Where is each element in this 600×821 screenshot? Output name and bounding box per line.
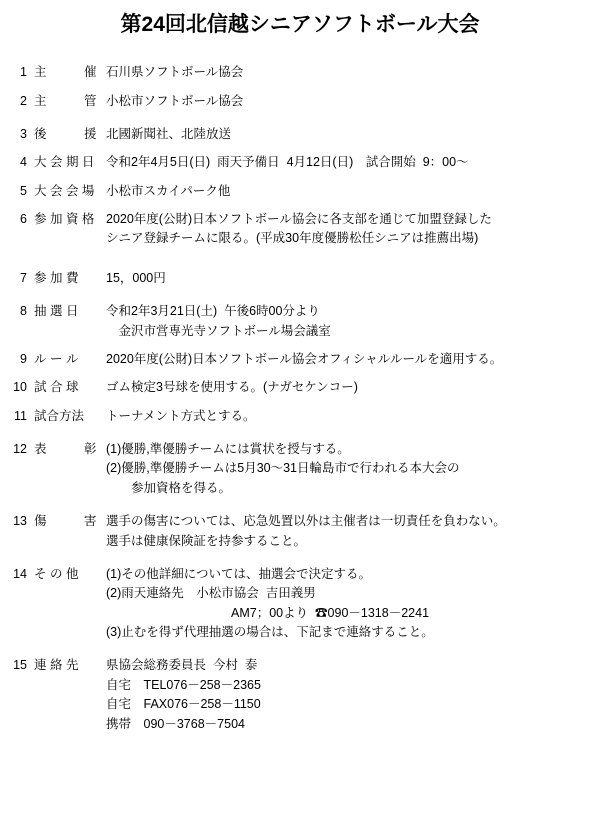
item-number: 9 <box>20 351 27 366</box>
item-line: (1)優勝,準優勝チームには賞状を授与する。 <box>106 442 350 457</box>
item-label: 傷 害 <box>34 514 97 529</box>
item-line: 小松市ソフトボール協会 <box>106 93 244 108</box>
item-body <box>106 182 590 201</box>
item-line: ゴム検定3号球を使用する。(ナガセケンコー) <box>106 380 358 395</box>
item-label: 後 援 <box>34 126 97 141</box>
item-line: 石川県ソフトボール協会 <box>106 65 244 80</box>
item-line: 小松市スカイパーク他 <box>106 183 231 198</box>
item-label: 連 絡 先 <box>34 658 79 673</box>
list-item <box>12 440 590 498</box>
page-title: 第24回北信越シニアソフトボール大会 <box>120 13 480 36</box>
item-label: 試合方法 <box>34 408 85 423</box>
item-label: 試 合 球 <box>34 380 79 395</box>
item-line: 2020年度(公財)日本ソフトボール協会オフィシャルルールを適用する。 <box>106 351 503 366</box>
item-line: (1)その他詳細については、抽選会で決定する。 <box>106 566 372 581</box>
item-line: 自宅 FAX076－258－1150 <box>106 697 261 712</box>
list-item <box>12 407 590 426</box>
item-number: 6 <box>20 212 27 227</box>
item-label: 表 彰 <box>34 442 97 457</box>
item-number: 7 <box>20 270 27 285</box>
list-item <box>12 182 590 201</box>
item-body <box>106 63 590 82</box>
item-number: 8 <box>20 304 27 319</box>
item-line: 参加資格を得る。 <box>106 480 232 495</box>
item-body <box>106 210 590 249</box>
item-body <box>106 92 590 111</box>
item-line: (2)優勝,準優勝チームは5月30〜31日輪島市で行われる本大会の <box>106 461 460 476</box>
item-line: 北國新聞社、北陸放送 <box>106 126 232 141</box>
item-label: 大 会 会 場 <box>34 183 95 198</box>
list-item <box>12 153 590 172</box>
list-item <box>12 656 590 734</box>
item-label: 抽 選 日 <box>34 304 79 319</box>
item-number: 15 <box>13 658 27 673</box>
item-label: 主 催 <box>34 65 97 80</box>
item-label: 参 加 費 <box>34 270 79 285</box>
item-body <box>106 302 590 341</box>
item-body <box>106 269 590 288</box>
item-body <box>106 407 590 426</box>
list-item <box>12 378 590 397</box>
item-line: 令和2年4月5日(日) 雨天予備日 4月12日(日) 試合開始 9：00〜 <box>106 155 469 170</box>
item-line: 15，000円 <box>106 270 166 285</box>
item-body <box>106 656 590 734</box>
item-number: 4 <box>20 155 27 170</box>
item-line: 金沢市営専光寺ソフトボール場会議室 <box>106 323 331 338</box>
item-number: 14 <box>13 566 27 581</box>
item-line: 県協会総務委員長 今村 泰 <box>106 658 258 673</box>
item-body <box>106 512 590 551</box>
item-label: 参 加 資 格 <box>34 212 95 227</box>
list-item <box>12 92 590 111</box>
item-body <box>106 565 590 643</box>
item-body <box>106 125 590 144</box>
item-body <box>106 378 590 397</box>
list-item <box>12 350 590 369</box>
item-number: 10 <box>13 380 27 395</box>
item-line: AM7；00より ☎090－1318－2241 <box>106 605 430 620</box>
item-label: ル ー ル <box>34 351 79 366</box>
list-item <box>12 512 590 551</box>
item-number: 12 <box>13 442 27 457</box>
item-number: 5 <box>20 183 27 198</box>
item-number: 2 <box>20 93 27 108</box>
item-line: 選手は健康保険証を持参すること。 <box>106 533 307 548</box>
item-number: 1 <box>20 65 27 80</box>
items-list <box>0 63 600 734</box>
list-item <box>12 63 590 82</box>
item-line: トーナメント方式とする。 <box>106 408 256 423</box>
document-page <box>0 12 600 821</box>
item-line: 選手の傷害については、応急処置以外は主催者は一切責任を負わない。 <box>106 514 506 529</box>
item-line: 令和2年3月21日(土) 午後6時00分より <box>106 304 320 319</box>
list-item <box>12 269 590 288</box>
item-body <box>106 153 590 172</box>
item-body <box>106 350 590 369</box>
item-line: シニア登録チームに限る。(平成30年度優勝松任シニアは推薦出場) <box>106 231 479 246</box>
item-line: (2)雨天連絡先 小松市協会 吉田義男 <box>106 586 316 601</box>
item-number: 13 <box>13 514 27 529</box>
list-item <box>12 302 590 341</box>
item-label: 大 会 期 日 <box>34 155 95 170</box>
item-number: 3 <box>20 126 27 141</box>
item-line: 自宅 TEL076－258－2365 <box>106 677 261 692</box>
item-line: 2020年度(公財)日本ソフトボール協会に各支部を通じて加盟登録した <box>106 212 492 227</box>
item-line: (3)止むを得ず代理抽選の場合は、下記まで連絡すること。 <box>106 625 434 640</box>
list-item <box>12 210 590 249</box>
list-item <box>12 125 590 144</box>
item-label: そ の 他 <box>34 566 79 581</box>
item-line: 携帯 090－3768－7504 <box>106 716 245 731</box>
item-label: 主 管 <box>34 93 97 108</box>
item-body <box>106 440 590 498</box>
list-item <box>12 565 590 643</box>
item-number: 11 <box>14 408 27 423</box>
